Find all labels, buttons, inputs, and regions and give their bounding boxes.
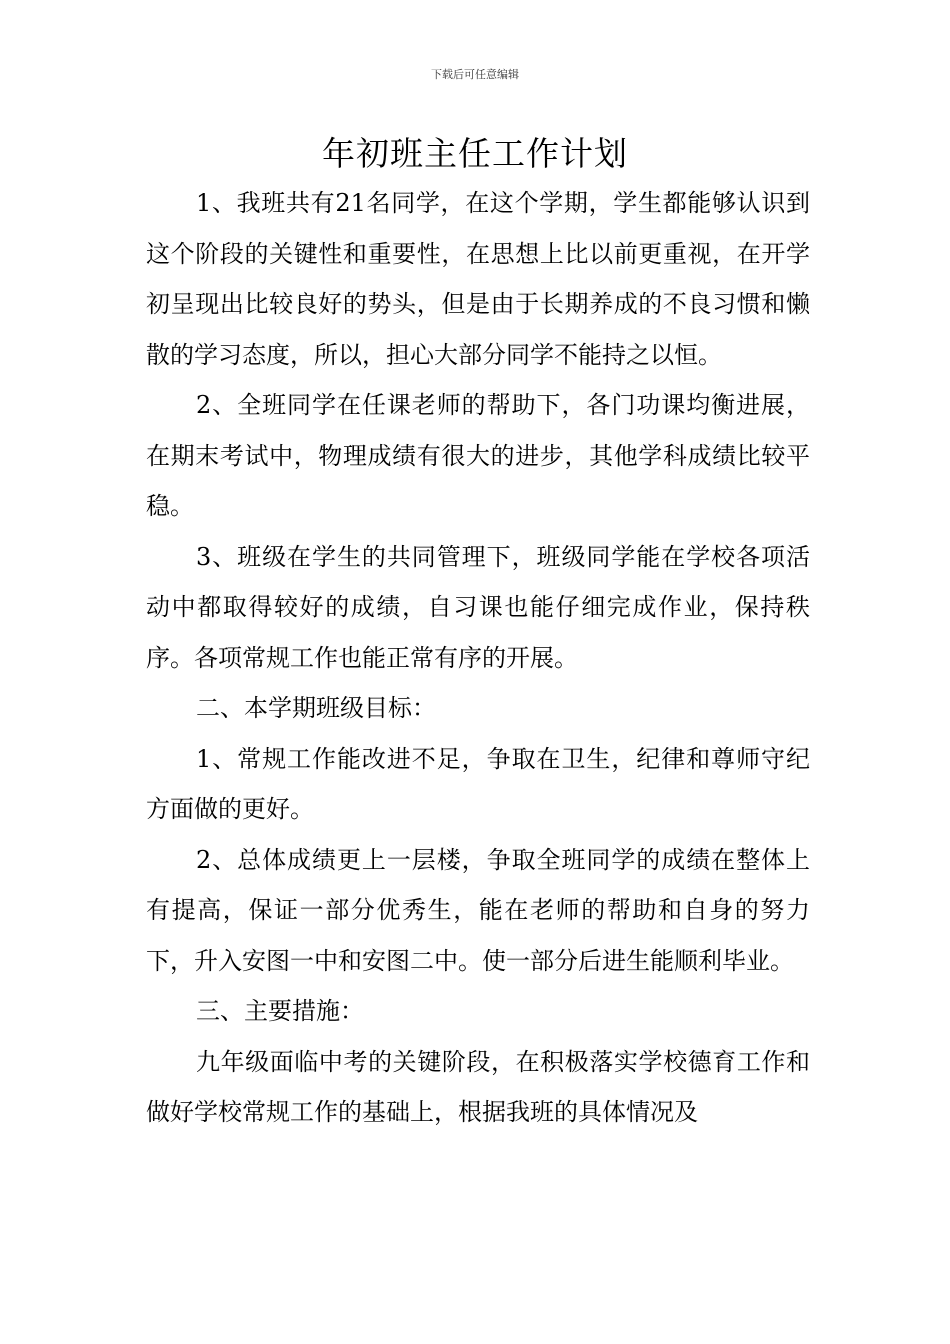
paragraph-academic-progress: 2、全班同学在任课老师的帮助下，各门功课均衡进展，在期末考试中，物理成绩有很大的进步，其他学科成绩比较平稳。 xyxy=(146,391,810,520)
document-title: 年初班主任工作计划 xyxy=(322,134,628,173)
document-body xyxy=(146,178,810,1138)
page-header-note: 下载后可任意编辑 xyxy=(431,68,519,81)
paragraph-measures-intro: 九年级面临中考的关键阶段，在积极落实学校德育工作和做好学校常规工作的基础上，根据我班的具体情况及 xyxy=(146,1047,810,1126)
paragraph-class-overview: 1、我班共有21名同学，在这个学期，学生都能够认识到这个阶段的关键性和重要性，在思想上比以前更重视，在开学初呈现出比较良好的势头，但是由于长期养成的不良习惯和懒散的学习态度，所以，担心大部分同学不能持之以恒。 xyxy=(146,189,810,369)
paragraph-goal-grades: 2、总体成绩更上一层楼，争取全班同学的成绩在整体上有提高，保证一部分优秀生，能在老师的帮助和自身的努力下，升入安图一中和安图二中。使一部分后进生能顺利毕业。 xyxy=(146,845,810,975)
section-heading-measures: 三、主要措施： xyxy=(196,997,364,1025)
paragraph-class-management: 3、班级在学生的共同管理下，班级同学能在学校各项活动中都取得较好的成绩，自习课也能仔细完成作业，保持秩序。各项常规工作也能正常有序的开展。 xyxy=(146,542,810,672)
paragraph-goal-routine: 1、常规工作能改进不足，争取在卫生，纪律和尊师守纪方面做的更好。 xyxy=(146,744,810,823)
section-heading-goals: 二、本学期班级目标： xyxy=(196,694,436,722)
